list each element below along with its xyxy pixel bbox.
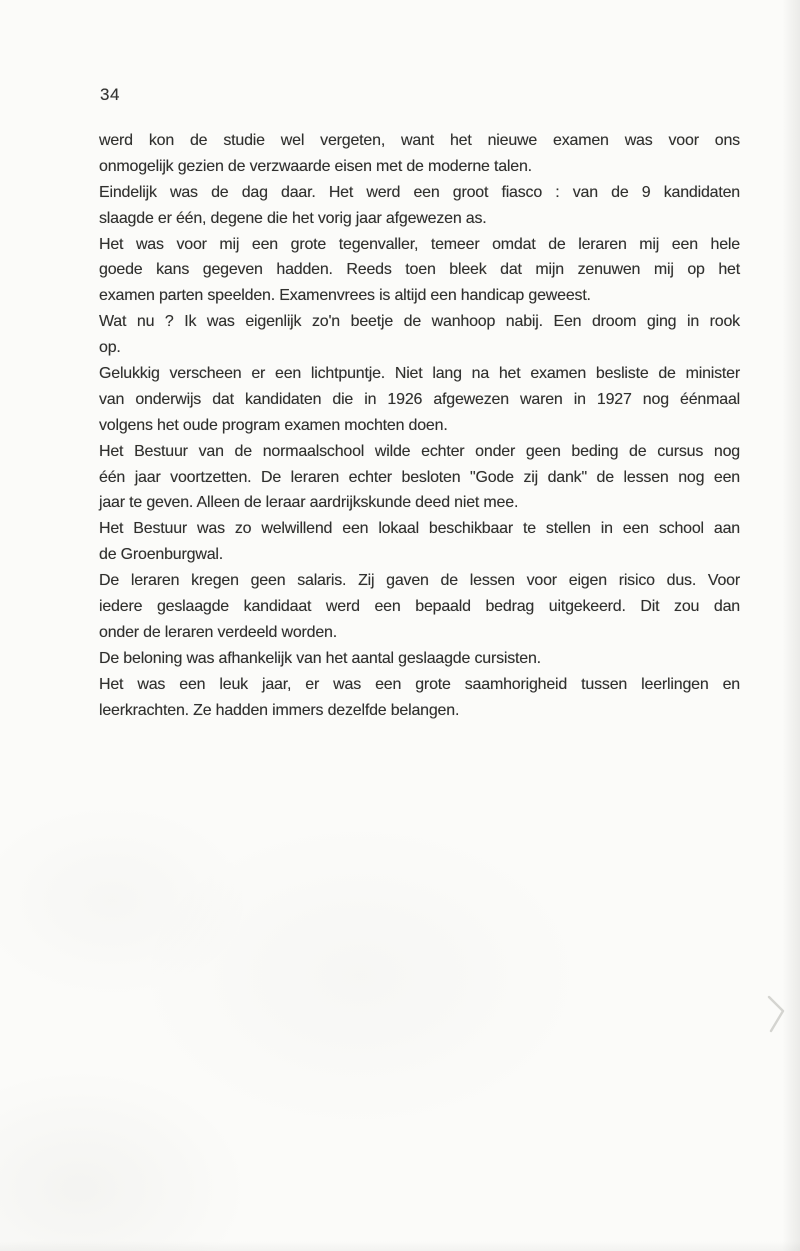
text-line: volgens het oude program examen mochten doen. [99, 416, 448, 434]
text-line: examen parten speelden. Examenvrees is altijd een handicap geweest. [99, 287, 591, 305]
text-line: De beloning was afhankelijk van het aantal geslaagde cursisten. [99, 649, 541, 667]
text-line: jaar te geven. Alleen de leraar aardrijkskunde deed niet mee. [99, 494, 519, 512]
text-line: onmogelijk gezien de verzwaarde eisen met de moderne talen. [99, 157, 532, 175]
text-line: leerkrachten. Ze hadden immers dezelfde belangen. [99, 701, 460, 719]
text-line: van onderwijs dat kandidaten die in 1926 afgewezen waren in 1927 nog éénmaal [99, 390, 740, 408]
page-number: 34 [100, 85, 120, 104]
text-line: werd kon de studie wel vergeten, want het nieuwe examen was voor ons [99, 132, 740, 149]
text-line: de Groenburgwal. [99, 546, 223, 564]
text-line: Het was voor mij een grote tegenvaller, temeer omdat de leraren mij een hele [99, 235, 740, 253]
text-line: iedere geslaagde kandidaat werd een bepaald bedrag uitgekeerd. Dit zou dan [99, 598, 740, 616]
text-line: Wat nu ? Ik was eigenlijk zo'n beetje de wanhoop nabij. Een droom ging in rook [99, 313, 740, 331]
text-line: op. [99, 339, 121, 357]
text-line: Het was een leuk jaar, er was een grote saamhorigheid tussen leerlingen en [99, 675, 740, 693]
body-text [99, 128, 740, 723]
text-line: Het Bestuur was zo welwillend een lokaal beschikbaar te stellen in een school aan [99, 520, 740, 538]
text-line: onder de leraren verdeeld worden. [99, 623, 338, 641]
text-line: Eindelijk was de dag daar. Het werd een groot fiasco : van de 9 kandidaten [99, 183, 740, 201]
pencil-chevron-mark [766, 993, 788, 1035]
text-line: één jaar voortzetten. De leraren echter besloten "Gode zij dank" de lessen nog een [99, 468, 740, 486]
text-line: goede kans gegeven hadden. Reeds toen bleek dat mijn zenuwen mij op het [99, 261, 740, 279]
text-line: Het Bestuur van de normaalschool wilde echter onder geen beding de cursus nog [99, 442, 740, 460]
text-line: Gelukkig verscheen er een lichtpuntje. Niet lang na het examen besliste de minister [99, 365, 740, 383]
text-line: De leraren kregen geen salaris. Zij gaven de lessen voor eigen risico dus. Voor [99, 572, 740, 590]
text-line: slaagde er één, degene die het vorig jaar afgewezen as. [99, 209, 487, 227]
